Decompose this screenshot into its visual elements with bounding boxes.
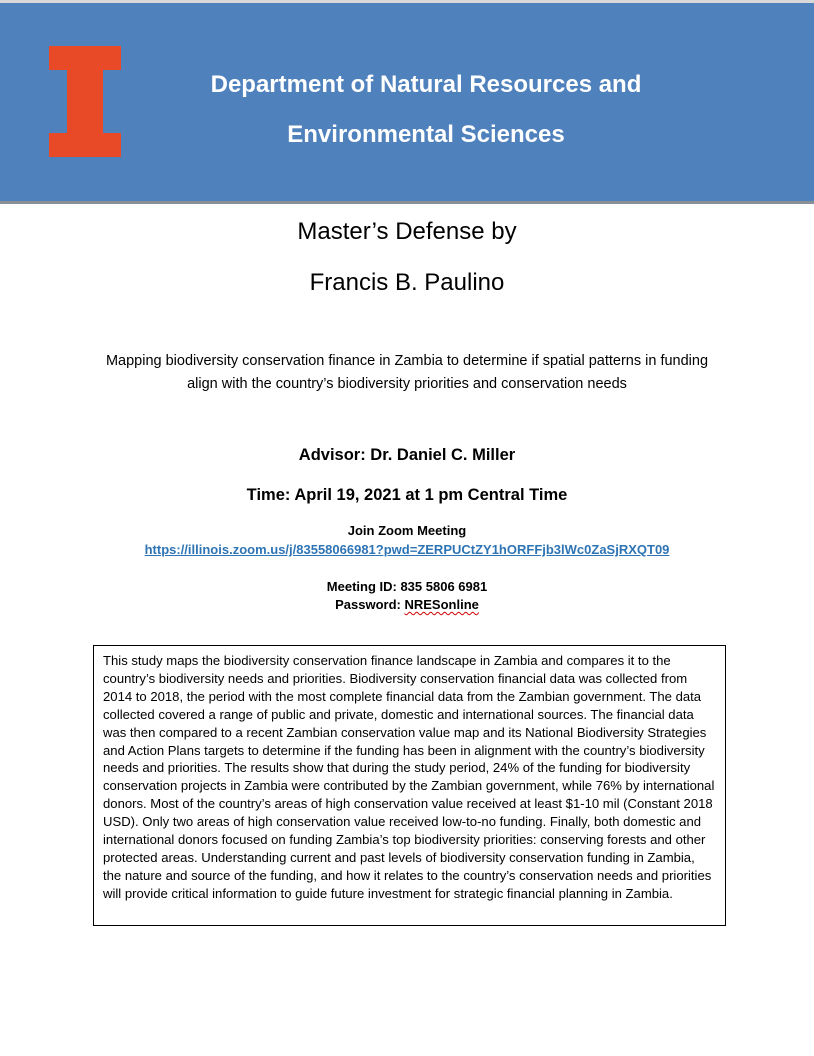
password-value: NRESonline (404, 597, 479, 612)
block-i-logo-icon (49, 46, 121, 157)
department-title (170, 60, 682, 160)
abstract-text: This study maps the biodiversity conservation finance landscape in Zambia and compares it to the country’s biodiversity needs and priorities. Biodiversity conservation financial data was collected from 2014 to 2018, the period with the most complete financial data from the Zambian government. The data collected covered a range of public and private, domestic and international sources. The financial data was then compared to a recent Zambian conservation value map and its National Biodiversity Strategies and Action Plans targets to determine if the funding has been in alignment with the country’s biodiversity needs and priorities. The results show that during the study period, 24% of the funding for biodiversity conservation projects in Zambia were contributed by the Zambian government, while 76% by international donors. Most of the country’s areas of high conservation value received at least $1-10 mil (Constant 2018 USD). Only two areas of high conservation value received low-to-no funding. Finally, both domestic and international donors focused on funding Zambia’s top biodiversity priorities: conserving forests and other protected areas. Understanding current and past levels of biodiversity conservation funding in Zambia, the nature and source of the funding, and how it relates to the country’s conservation needs and priorities will provide critical information to guide future investment for strategic financial planning in Zambia. (103, 653, 715, 901)
defense-label: Master’s Defense by (297, 218, 517, 245)
meeting-id: Meeting ID: 835 5806 6981 (326, 579, 488, 594)
department-title-line-2: Environmental Sciences (287, 121, 565, 148)
password-line (0, 596, 814, 614)
banner-shadow (0, 201, 814, 204)
thesis-title: Mapping biodiversity conservation finance in Zambia to determine if spatial patterns in funding align with the country’s biodiversity priorities and conservation needs (105, 353, 709, 392)
time-line: Time: April 19, 2021 at 1 pm Central Time (246, 486, 568, 504)
advisor-line: Advisor: Dr. Daniel C. Miller (298, 446, 516, 464)
password-label: Password: (335, 597, 405, 612)
zoom-join-label: Join Zoom Meeting (347, 523, 467, 538)
abstract-box (93, 645, 726, 926)
presenter-name: Francis B. Paulino (309, 269, 505, 296)
department-title-line-1: Department of Natural Resources and (210, 71, 642, 98)
zoom-link-container (0, 541, 814, 559)
zoom-meeting-link[interactable]: https://illinois.zoom.us/j/83558066981?pwd=ZERPUCtZY1hORFFjb3lWc0ZaSjRXQT09 (144, 542, 670, 557)
